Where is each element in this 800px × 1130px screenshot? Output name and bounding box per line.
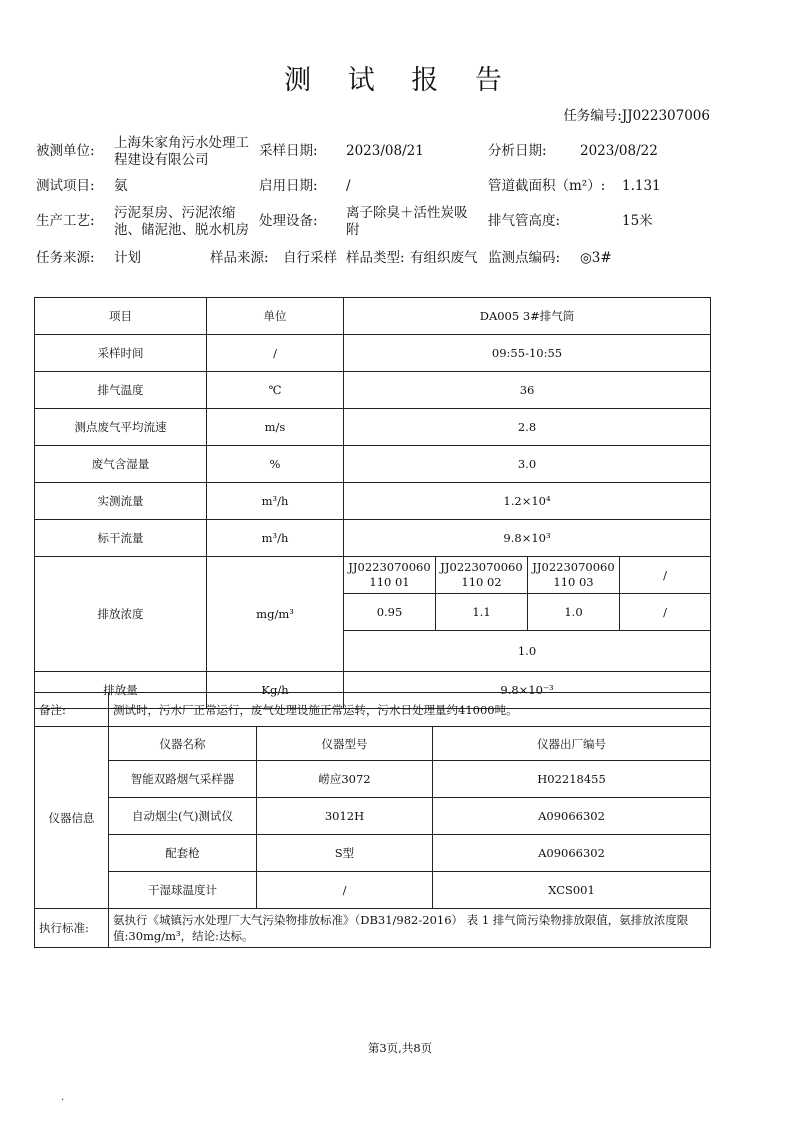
pipe-area: 1.131 (622, 178, 661, 194)
row-unit: m³/h (207, 483, 344, 520)
rate-item: 排放量 (35, 672, 207, 709)
sample-id: JJ0223070060110 01 (344, 557, 436, 594)
test-item-label: 测试项目: (36, 178, 95, 194)
sample-date: 2023/08/21 (346, 143, 424, 159)
row-value: 9.8×10³ (344, 520, 711, 557)
row-item: 测点废气平均流速 (35, 409, 207, 446)
instrument-serial: XCS001 (433, 872, 711, 909)
table-row (35, 761, 711, 798)
measurement-table (34, 297, 711, 709)
sample-id: JJ0223070060110 02 (436, 557, 528, 594)
source-label: 任务来源: (36, 250, 95, 266)
standard-row (35, 909, 711, 948)
table-row (35, 446, 711, 483)
row-value: 1.2×10⁴ (344, 483, 711, 520)
unit-value-line2: 程建设有限公司 (114, 152, 209, 168)
report-title: 测 试 报 告 (284, 65, 516, 96)
instrument-name: 智能双路烟气采样器 (109, 761, 257, 798)
stack-height: 15米 (622, 213, 653, 229)
remark-text: 测试时，污水厂正常运行，废气处理设施正常运转，污水日处理量约41000吨。 (109, 693, 711, 727)
row-unit: / (207, 335, 344, 372)
table-row (35, 835, 711, 872)
row-unit: m/s (207, 409, 344, 446)
instrument-header-row (35, 727, 711, 761)
sample-type-label: 样品类型: (346, 250, 405, 266)
table-row (35, 483, 711, 520)
equipment-line2: 附 (346, 222, 360, 238)
instrument-name: 干湿球温度计 (109, 872, 257, 909)
pipe-area-label: 管道截面积（m²）: (488, 178, 606, 194)
process-line1: 污泥泵房、污泥浓缩 (114, 205, 236, 221)
point-code: ◎3# (580, 250, 612, 266)
sample-type: 有组织废气 (410, 250, 478, 266)
table-row (35, 335, 711, 372)
instrument-model: S型 (257, 835, 433, 872)
standard-label: 执行标准: (35, 909, 109, 948)
row-item: 采样时间 (35, 335, 207, 372)
unit-value-line1: 上海朱家角污水处理工 (114, 135, 249, 151)
row-value: 2.8 (344, 409, 711, 446)
conc-item: 排放浓度 (35, 557, 207, 672)
instrument-name: 自动烟尘(气)测试仪 (109, 798, 257, 835)
table-row (35, 872, 711, 909)
instrument-model: / (257, 872, 433, 909)
table-row (35, 798, 711, 835)
sample-source-label: 样品来源: (210, 250, 269, 266)
col-item: 项目 (35, 298, 207, 335)
remark-label: 备注: (35, 693, 109, 727)
sample-id-row (35, 557, 711, 594)
process-line2: 池、储泥池、脱水机房 (114, 222, 249, 238)
row-unit: m³/h (207, 520, 344, 557)
sample-id: JJ0223070060110 03 (528, 557, 620, 594)
conc-average: 1.0 (344, 631, 711, 672)
start-date: / (346, 178, 351, 194)
standard-text: 氨执行《城镇污水处理厂大气污染物排放标准》（DB31/982-2016） 表 1 排气筒污染物排放限值，氨排放浓度限值:30mg/m³，结论:达标。 (109, 909, 711, 948)
instrument-serial: A09066302 (433, 798, 711, 835)
stack-height-label: 排气管高度: (488, 213, 561, 229)
instrument-label: 仪器信息 (35, 727, 109, 909)
col-instrument-serial: 仪器出厂编号 (433, 727, 711, 761)
sample-id: / (620, 557, 711, 594)
col-instrument-name: 仪器名称 (109, 727, 257, 761)
row-unit: ℃ (207, 372, 344, 409)
test-item: 氨 (114, 178, 128, 194)
sample-date-label: 采样日期: (259, 143, 318, 159)
equipment-label: 处理设备: (259, 213, 318, 229)
row-item: 排气温度 (35, 372, 207, 409)
col-unit: 单位 (207, 298, 344, 335)
row-value: 09:55-10:55 (344, 335, 711, 372)
instrument-serial: H02218455 (433, 761, 711, 798)
conc-value: 0.95 (344, 594, 436, 631)
scan-mark: . (61, 1092, 65, 1103)
row-value: 36 (344, 372, 711, 409)
analysis-date-label: 分析日期: (488, 143, 547, 159)
row-value: 3.0 (344, 446, 711, 483)
table-row (35, 520, 711, 557)
conc-value: 1.1 (436, 594, 528, 631)
start-date-label: 启用日期: (259, 178, 318, 194)
sample-source: 自行采样 (283, 250, 337, 266)
table-row (35, 372, 711, 409)
row-item: 实测流量 (35, 483, 207, 520)
row-item: 标干流量 (35, 520, 207, 557)
instrument-serial: A09066302 (433, 835, 711, 872)
process-label: 生产工艺: (36, 213, 95, 229)
instrument-model: 3012H (257, 798, 433, 835)
col-instrument-model: 仪器型号 (257, 727, 433, 761)
instrument-model: 崂应3072 (257, 761, 433, 798)
instrument-table (34, 692, 711, 948)
row-unit: % (207, 446, 344, 483)
row-item: 废气含湿量 (35, 446, 207, 483)
conc-value: 1.0 (528, 594, 620, 631)
conc-value: / (620, 594, 711, 631)
rate-value: 9.8×10⁻³ (344, 672, 711, 709)
task-number: 任务编号:JJ022307006 (563, 108, 710, 124)
page-footer: 第3页,共8页 (367, 1041, 433, 1055)
table-row (35, 409, 711, 446)
analysis-date: 2023/08/22 (580, 143, 658, 159)
table-header-row (35, 298, 711, 335)
point-label: 监测点编码: (488, 250, 561, 266)
remark-row (35, 693, 711, 727)
conc-unit: mg/m³ (207, 557, 344, 672)
rate-unit: Kg/h (207, 672, 344, 709)
source: 计划 (114, 250, 141, 266)
instrument-name: 配套枪 (109, 835, 257, 872)
equipment-line1: 离子除臭＋活性炭吸 (346, 205, 468, 221)
col-point: DA005 3#排气筒 (344, 298, 711, 335)
unit-label: 被测单位: (36, 143, 95, 159)
